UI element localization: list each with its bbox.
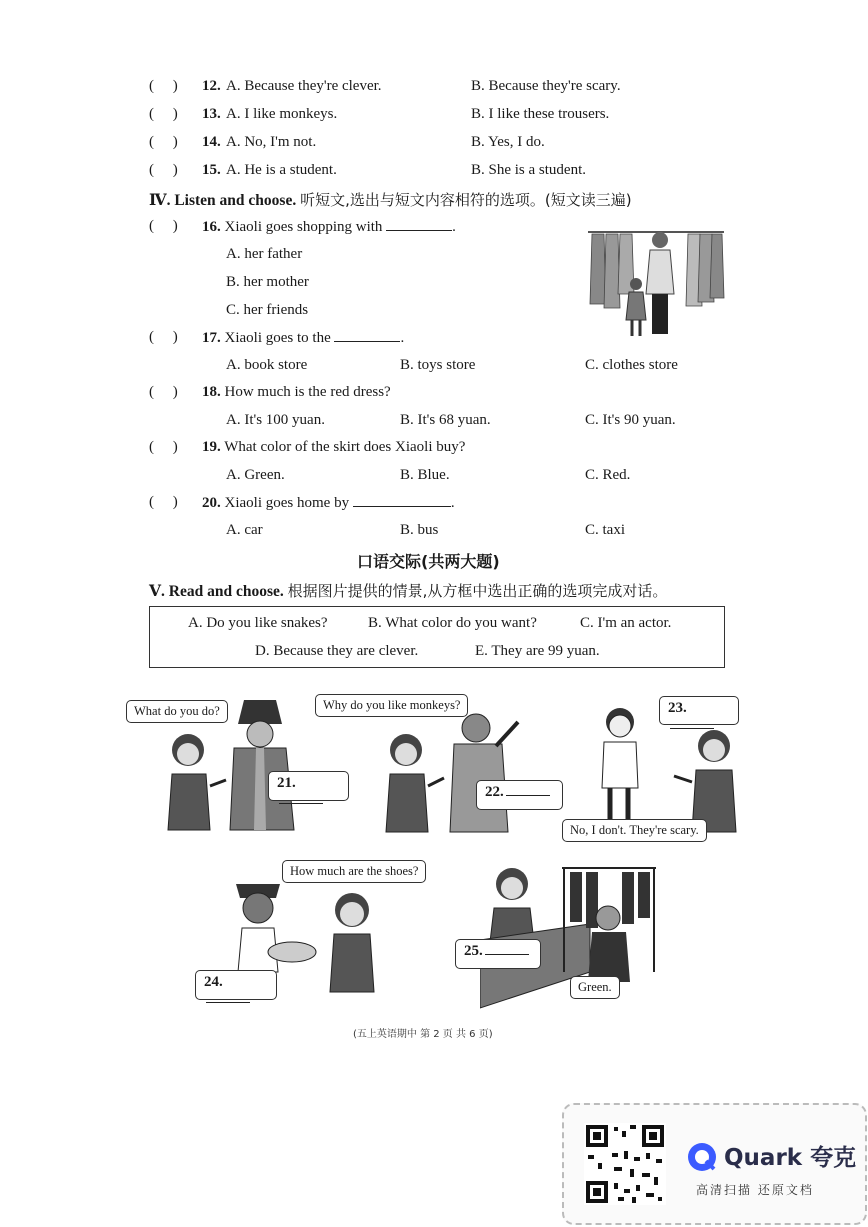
answer-box-23[interactable]: 23. xyxy=(659,696,739,725)
option-b: B. She is a student. xyxy=(471,162,586,178)
option-c: C. taxi xyxy=(585,522,625,538)
quark-brand: Quark 夸克 xyxy=(724,1145,857,1171)
question-16-stem: 16. Xiaoli goes shopping with . xyxy=(202,219,456,235)
answer-paren[interactable]: ( ) xyxy=(149,134,178,150)
option-b: B. I like these trousers. xyxy=(471,106,610,122)
box-option-b: B. What color do you want? xyxy=(368,615,537,631)
box-option-c: C. I'm an actor. xyxy=(580,615,672,631)
option-a: A. No, I'm not. xyxy=(226,134,317,150)
option-a: A. Because they're clever. xyxy=(226,78,382,94)
option-a: A. He is a student. xyxy=(226,162,337,178)
question-number: 13. xyxy=(202,106,221,122)
section4-heading: Ⅳ. Listen and choose. 听短文,选出与短文内容相符的选项。(短文读三遍) xyxy=(149,191,632,209)
option-b: B. Because they're scary. xyxy=(471,78,621,94)
question-17-stem: 17. Xiaoli goes to the . xyxy=(202,330,405,346)
option-a: A. her father xyxy=(226,246,303,262)
option-b: B. bus xyxy=(400,522,439,538)
qr-code-icon xyxy=(584,1123,666,1205)
answer-paren[interactable]: ( ) xyxy=(149,106,178,122)
answer-paren[interactable]: ( ) xyxy=(149,439,178,455)
answer-box-24[interactable]: 24. xyxy=(195,970,277,1000)
answer-paren[interactable]: ( ) xyxy=(149,218,178,234)
answer-paren[interactable]: ( ) xyxy=(149,162,178,178)
option-b: B. her mother xyxy=(226,274,309,290)
page-footer: (五上英语期中 第 2 页 共 6 页) xyxy=(353,1029,493,1040)
box-option-e: E. They are 99 yuan. xyxy=(475,643,600,659)
question-number: 15. xyxy=(202,162,221,178)
question-18-stem: 18. How much is the red dress? xyxy=(202,384,391,400)
question-number: 12. xyxy=(202,78,221,94)
answer-paren[interactable]: ( ) xyxy=(149,384,178,400)
speech-bubble-what-do-you-do: What do you do? xyxy=(126,700,228,723)
oral-section-title: 口语交际(共两大题) xyxy=(357,552,500,571)
box-option-d: D. Because they are clever. xyxy=(255,643,419,659)
options-box xyxy=(149,606,725,668)
option-c: C. her friends xyxy=(226,302,309,318)
speech-bubble-how-much-shoes: How much are the shoes? xyxy=(282,860,426,883)
option-c: C. Red. xyxy=(585,467,631,483)
option-c: C. clothes store xyxy=(585,357,678,373)
box-option-a: A. Do you like snakes? xyxy=(188,615,328,631)
quark-logo-icon xyxy=(686,1141,718,1173)
reporter-monkey-illustration xyxy=(378,700,528,840)
question-number: 14. xyxy=(202,134,221,150)
option-b: B. It's 68 yuan. xyxy=(400,412,491,428)
answer-box-21[interactable]: 21. xyxy=(268,771,349,801)
option-a: A. car xyxy=(226,522,263,538)
option-a: A. book store xyxy=(226,357,308,373)
option-a: A. I like monkeys. xyxy=(226,106,338,122)
option-a: A. Green. xyxy=(226,467,285,483)
speech-bubble-why-monkeys: Why do you like monkeys? xyxy=(315,694,468,717)
section5-heading: Ⅴ. Read and choose. 根据图片提供的情景,从方框中选出正确的选项完成对话。 xyxy=(149,582,668,600)
quark-slogan: 高清扫描 还原文档 xyxy=(696,1183,814,1197)
clothes-shop-illustration xyxy=(586,224,726,340)
speech-bubble-green: Green. xyxy=(570,976,620,999)
answer-paren[interactable]: ( ) xyxy=(149,494,178,510)
answer-box-22[interactable]: 22. xyxy=(476,780,563,810)
question-20-stem: 20. Xiaoli goes home by . xyxy=(202,495,455,511)
option-b: B. Yes, I do. xyxy=(471,134,545,150)
option-a: A. It's 100 yuan. xyxy=(226,412,325,428)
option-c: C. It's 90 yuan. xyxy=(585,412,676,428)
answer-box-25[interactable]: 25. xyxy=(455,939,541,969)
answer-paren[interactable]: ( ) xyxy=(149,78,178,94)
answer-paren[interactable]: ( ) xyxy=(149,329,178,345)
speech-bubble-no-scary: No, I don't. They're scary. xyxy=(562,819,707,842)
quark-watermark xyxy=(562,1103,867,1225)
question-19-stem: 19. What color of the skirt does Xiaoli buy? xyxy=(202,439,466,455)
option-b: B. toys store xyxy=(400,357,476,373)
option-b: B. Blue. xyxy=(400,467,450,483)
